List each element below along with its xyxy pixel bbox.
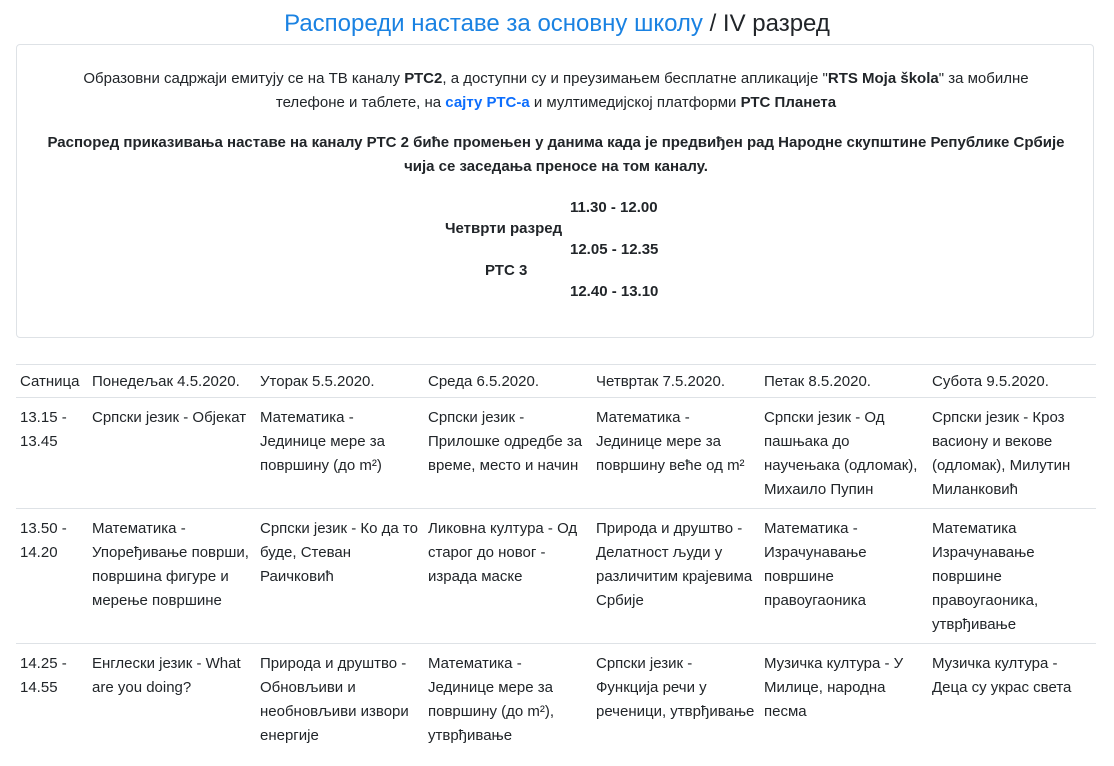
lesson-cell: Српски језик - Објекат bbox=[88, 398, 256, 509]
time-cell: 13.50 - 14.20 bbox=[16, 509, 88, 644]
column-header: Среда 6.5.2020. bbox=[424, 365, 592, 398]
time-cell: 14.25 - 14.55 bbox=[16, 644, 88, 755]
intro-text bbox=[57, 67, 1055, 115]
lesson-cell: Српски језик - Функција речи у реченици, утврђивање bbox=[592, 644, 760, 755]
time-cell: 13.15 - 13.45 bbox=[16, 398, 88, 509]
column-header: Понедељак 4.5.2020. bbox=[88, 365, 256, 398]
platform-name: РТС Планета bbox=[740, 94, 837, 111]
lesson-cell: Музичка култура - У Милице, народна песма bbox=[760, 644, 928, 755]
column-header: Четвртак 7.5.2020. bbox=[592, 365, 760, 398]
column-header: Уторак 5.5.2020. bbox=[256, 365, 424, 398]
title-link[interactable]: Распореди наставе за основну школу bbox=[284, 10, 703, 37]
time-slot-3: 12.40 - 13.10 bbox=[570, 283, 659, 300]
lesson-cell: Српски језик - Ко да то буде, Стеван Раичковић bbox=[256, 509, 424, 644]
table-row bbox=[16, 398, 1096, 509]
grade-label: Четврти разред bbox=[445, 220, 563, 237]
column-header: Сатница bbox=[16, 365, 88, 398]
schedule-notice: Распоред приказивања наставе на каналу РТС 2 биће промењен у данима када је предвиђен рад Народне скупштине Републике Србије чија се заседања преносе на том каналу. bbox=[47, 134, 1065, 175]
lesson-cell: Математика - Упоређивање површи, површина фигуре и мерење површине bbox=[88, 509, 256, 644]
intro-part: " за мобилне телефоне и таблете, на bbox=[275, 70, 1029, 111]
lesson-cell: Природа и друштво - Обновљиви и необновљиви извори енергије bbox=[256, 644, 424, 755]
time-slot-1: 11.30 - 12.00 bbox=[570, 199, 658, 216]
info-box bbox=[16, 44, 1094, 338]
lesson-cell: Математика - Јединице мере за површину веће од m² bbox=[592, 398, 760, 509]
table-row bbox=[16, 644, 1096, 755]
lesson-cell: Енглески језик - What are you doing? bbox=[88, 644, 256, 755]
rts-site-link[interactable]: сајту РТС-а bbox=[445, 94, 530, 111]
lesson-cell: Математика Израчунавање површине правоугаоника, утврђивање bbox=[928, 509, 1096, 644]
lesson-cell: Музичка култура - Деца су украс света bbox=[928, 644, 1096, 755]
lesson-cell: Српски језик - Кроз васиону и векове (одломак), Милутин Миланковић bbox=[928, 398, 1096, 509]
schedule-table bbox=[16, 364, 1096, 754]
lesson-cell: Природа и друштво - Делатност људи у различитим крајевима Србије bbox=[592, 509, 760, 644]
channel-name: РТС2 bbox=[404, 70, 443, 87]
lesson-cell: Ликовна култура - Од старог до новог - израда маске bbox=[424, 509, 592, 644]
page-title bbox=[0, 9, 1114, 39]
intro-part: и мултимедијској платформи bbox=[529, 94, 741, 111]
lesson-cell: Математика - Јединице мере за површину (до m²), утврђивање bbox=[424, 644, 592, 755]
table-row bbox=[16, 509, 1096, 644]
title-grade: / IV разред bbox=[702, 10, 830, 37]
lesson-cell: Српски језик - Од пашњака до научењака (одломак), Михаило Пупин bbox=[760, 398, 928, 509]
time-slot-2: 12.05 - 12.35 bbox=[570, 241, 659, 258]
column-header: Субота 9.5.2020. bbox=[928, 365, 1096, 398]
intro-part: , а доступни су и преузимањем бесплатне апликације " bbox=[442, 70, 828, 87]
intro-part: Образовни садржаји емитују се на ТВ каналу bbox=[83, 70, 405, 87]
channel-label: РТС 3 bbox=[485, 262, 528, 279]
lesson-cell: Српски језик - Прилошке одредбе за време, место и начин bbox=[424, 398, 592, 509]
column-header: Петак 8.5.2020. bbox=[760, 365, 928, 398]
table-header-row bbox=[16, 365, 1096, 398]
lesson-cell: Математика - Јединице мере за површину (до m²) bbox=[256, 398, 424, 509]
app-name: RTS Moja škola bbox=[827, 70, 939, 87]
schedule-table-container bbox=[16, 364, 1096, 754]
lesson-cell: Математика - Израчунавање површине правоугаоника bbox=[760, 509, 928, 644]
